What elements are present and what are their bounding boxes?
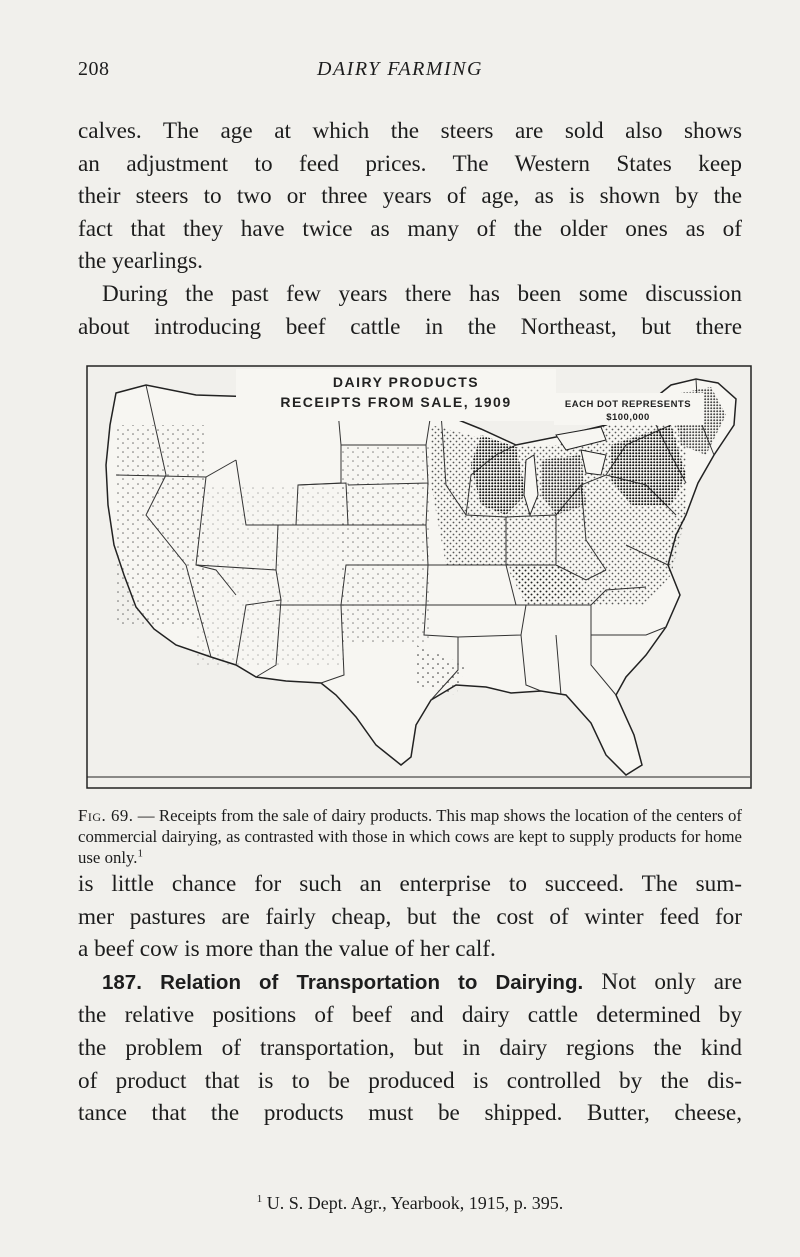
text-line: tance that the products must be shipped. Butter, cheese, xyxy=(78,1100,742,1127)
footnote-ref: 1 xyxy=(137,847,144,860)
text-line: of product that is to be produced is controlled by the dis- xyxy=(78,1067,742,1094)
map-legend-line2: $100,000 xyxy=(606,412,650,423)
figure-caption xyxy=(78,805,742,868)
map-title-line2: RECEIPTS FROM SALE, 1909 xyxy=(280,394,512,410)
text-line: the yearlings. xyxy=(78,248,203,275)
page-number: 208 xyxy=(78,58,110,80)
text-line: fact that they have twice as many of the older ones as of xyxy=(78,215,742,242)
text-line: the relative positions of beef and dairy cattle determined by xyxy=(78,1002,742,1029)
text-line: about introducing beef cattle in the Northeast, but there xyxy=(78,313,742,340)
text-line: calves. The age at which the steers are sold also shows xyxy=(78,118,742,144)
footnote-marker: 1 xyxy=(256,1193,263,1205)
map-legend-line1: EACH DOT REPRESENTS xyxy=(564,399,692,410)
footnote-text: U. S. Dept. Agr., Yearbook, 1915, p. 395. xyxy=(266,1193,564,1213)
text-line: the problem of transportation, but in dairy regions the kind xyxy=(78,1034,742,1061)
text-line: During the past few years there has been some discussion xyxy=(102,280,742,307)
dairy-map-figure xyxy=(86,365,752,793)
running-header xyxy=(78,58,722,92)
section-title: Relation of Transportation to Dairying. xyxy=(160,970,584,994)
text-line: a beef cow is more than the value of her calf. xyxy=(78,936,496,963)
section-heading-line xyxy=(78,966,742,1000)
text-fragment: Not only are xyxy=(601,968,743,995)
caption-dash: — xyxy=(133,806,159,825)
running-title: DAIRY FARMING xyxy=(317,58,483,80)
body-text-top xyxy=(78,115,742,343)
map-title-line1: DAIRY PRODUCTS xyxy=(332,374,480,390)
caption-label: Fig. 69. xyxy=(78,806,134,825)
caption-text: Receipts from the sale of dairy products. This map shows the location of the centers of commercial dairying, as contrasted with those in which cows are kept to supply products for home use only. xyxy=(78,806,742,867)
section-number: 187. xyxy=(102,970,142,994)
text-line: an adjustment to feed prices. The Western States keep xyxy=(78,150,742,177)
text-line: their steers to two or three years of age, as is shown by the xyxy=(78,183,742,210)
footnote xyxy=(78,1193,742,1214)
body-text-bottom xyxy=(78,868,742,1130)
text-line: mer pastures are fairly cheap, but the cost of winter feed for xyxy=(78,903,742,930)
text-line: is little chance for such an enterprise to succeed. The sum- xyxy=(78,871,742,897)
us-map-illustration xyxy=(86,365,752,793)
